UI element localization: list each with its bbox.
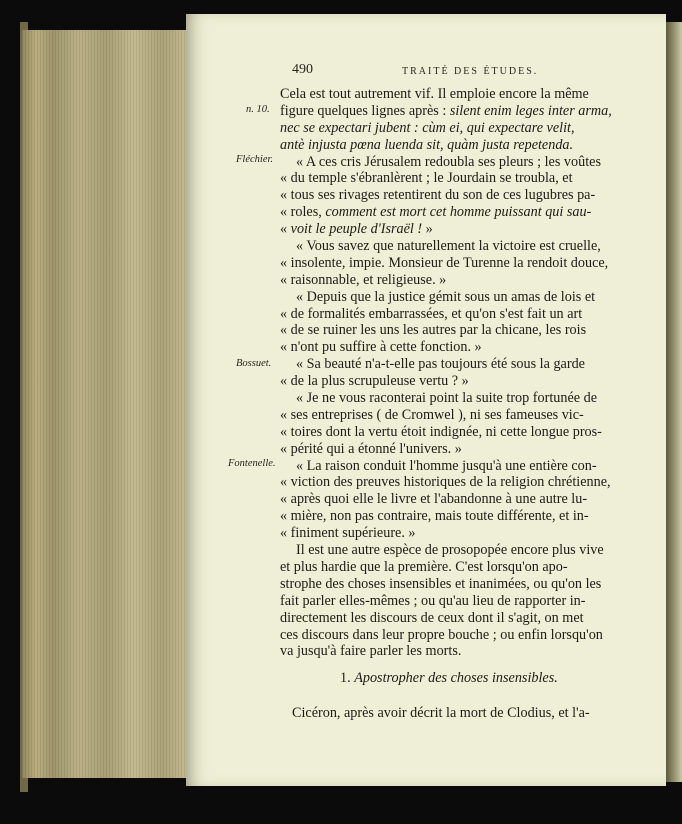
margin-note-fontenelle: Fontenelle. [228,458,276,469]
section-number: 1. [340,670,355,686]
text-line: va jusqu'à faire parler les morts. [280,643,462,660]
page-number: 490 [292,62,313,77]
text-line: « du temple s'ébranlèrent ; le Jourdain se troubla, et [280,170,573,187]
text-line [280,103,652,120]
running-title: TRAITÉ DES ÉTUDES. [402,66,539,77]
text-line [280,221,652,238]
text-line [280,120,652,137]
text-line: « n'ont pu suffire à cette fonction. » [280,339,482,356]
text-line: Cela est tout autrement vif. Il emploie encore la même [280,86,589,102]
margin-note-bossuet: Bossuet. [236,358,272,369]
latin-quote: antè injusta pœna luenda sit, quàm justa repetenda. [280,136,574,153]
text-line: strophe des choses insensibles et inanimées, ou qu'on les [280,575,602,592]
text-line: directement les discours de ceux dont il s'agit, on met [280,609,584,626]
margin-note-n10: n. 10. [246,104,270,115]
text-line: « Je ne vous raconterai point la suite trop fortunée de [296,390,597,407]
text-line [280,204,652,221]
text-line: « finiment supérieure. » [280,525,416,542]
text-line: « raisonnable, et religieuse. » [280,271,447,288]
text-line: « ses entreprises ( de Cromwel ), ni ses fameuses vic- [280,406,584,423]
text-line: et plus hardie que la première. C'est lorsqu'on apo- [280,558,568,575]
text-line: « tous ses rivages retentirent du son de ces lugubres pa- [280,187,596,204]
text-line: « de formalités embarrassées, et qu'on s'est fait un art [280,305,583,322]
text-line: Il est une autre espèce de prosopopée encore plus vive [296,542,604,559]
text-line: « Sa beauté n'a-t-elle pas toujours été sous la garde [296,356,585,373]
text-line [280,137,652,154]
text-line: ces discours dans leur propre bouche ; ou enfin lorsqu'on [280,626,603,643]
text-line: « viction des preuves historiques de la religion chrétienne, [280,474,611,491]
text-line-part: « [280,221,291,238]
text-line: « après quoi elle le livre et l'abandonne à une autre lu- [280,491,588,508]
section-title [340,670,558,687]
text-line: « de se ruiner les uns les autres par la chicane, les rois [280,322,587,339]
page-header [292,62,652,82]
text-line: « Depuis que la justice gémit sous un amas de lois et [296,288,596,305]
quoted-phrase: comment est mort cet homme puissant qui sau- [325,204,592,221]
text-line: « toires dont la vertu étoit indignée, ni cette longue pros- [280,423,602,440]
text-line-part: » [422,221,433,238]
text-line: fait parler elles-mêmes ; ou qu'au lieu de rapporter in- [280,592,586,609]
section-title-text: Apostropher des choses insensibles. [354,670,558,686]
body-text [280,86,652,660]
quoted-phrase: voit le peuple d'Israël ! [290,221,423,238]
margin-note-flechier: Fléchier. [236,154,274,165]
text-line: « insolente, impie. Monsieur de Turenne la rendoit douce, [280,254,609,271]
page-edges-stack [22,30,197,778]
text-line: « La raison conduit l'homme jusqu'à une entière con- [296,457,597,474]
latin-quote: nec se expectari jubent : cùm ei, qui expectare velit, [280,119,575,136]
text-line: « Vous savez que naturellement la victoire est cruelle, [296,238,601,255]
text-line: Cicéron, après avoir décrit la mort de Clodius, et l'a- [292,705,590,721]
latin-quote: silent enim leges inter arma, [449,102,612,119]
text-line: « périté qui a étonné l'univers. » [280,440,462,457]
facing-page-edge [666,22,682,782]
text-line-part: « roles, [280,204,326,221]
text-line: « mière, non pas contraire, mais toute différente, et in- [280,508,589,525]
text-line: « de la plus scrupuleuse vertu ? » [280,373,469,390]
text-line-part: figure quelques lignes après : [280,102,450,119]
text-line: « A ces cris Jérusalem redoubla ses pleurs ; les voûtes [296,153,601,170]
